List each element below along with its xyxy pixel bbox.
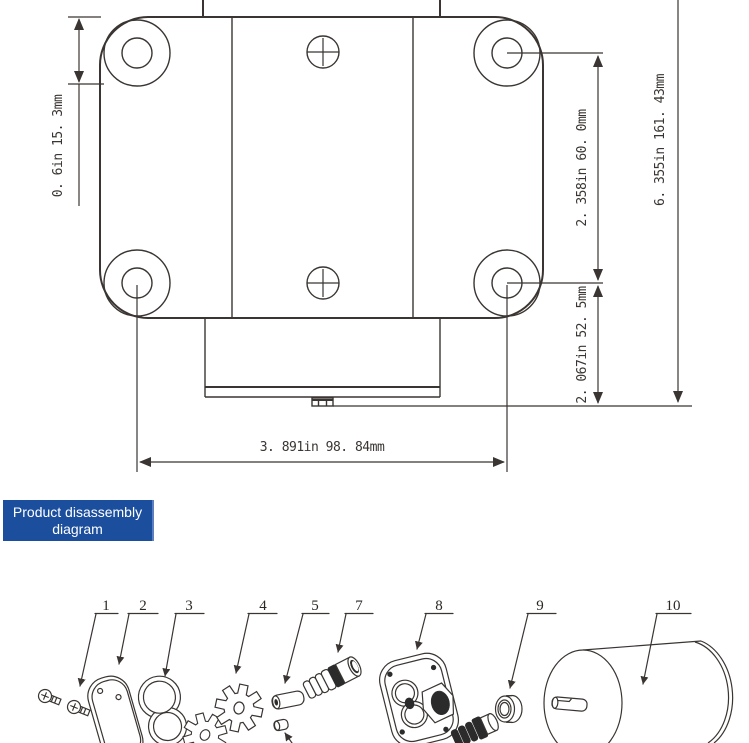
exploded-view-drawing [0,590,749,743]
part-number-3: 3 [185,598,193,614]
part-number-1: 1 [102,598,110,614]
part-number-2: 2 [139,598,147,614]
screw-top [307,36,339,68]
dim-lower-offset [575,286,598,404]
part-screws [37,688,92,719]
part-hose-barb [301,654,364,700]
part-gears [175,680,267,743]
part-6-leader [285,733,292,743]
dim-label-top-hole-offset: 0. 6in 15. 3mm [51,94,66,198]
part-pin [271,690,305,710]
upper-body-outline [203,0,440,17]
part-pump-housing [375,649,501,743]
part-number-7: 7 [355,598,363,614]
mounting-hole-top-left [104,20,170,86]
part-seal-grommet [496,696,523,723]
part-number-5: 5 [311,598,319,614]
part-number-4: 4 [259,598,267,614]
dim-label-lower-offset: 2. 067in 52. 5mm [575,286,590,404]
dim-top-hole-offset [51,17,104,206]
dim-label-horizontal-hole-spacing: 3. 891in 98. 84mm [259,440,385,455]
section-label-line1: Product disassembly [12,503,143,520]
dim-horizontal-hole-spacing [137,285,507,472]
part-motor [544,641,733,743]
motor-shaft [552,697,588,712]
part-number-8: 8 [435,598,443,614]
dim-vertical-hole-spacing [507,53,603,283]
part-number-10: 10 [665,598,681,614]
part-bushing [273,719,289,731]
mounting-plate [100,17,543,318]
dim-label-total-height: 6. 355in 161. 43mm [653,74,668,206]
dim-label-vertical-hole-spacing: 2. 358in 60. 0mm [575,109,590,227]
dim-total-height [653,0,678,402]
part-gasket [136,674,188,743]
part-number-9: 9 [536,598,544,614]
lower-body-outline [205,318,440,397]
bottom-connector [312,398,333,406]
part-cover-plate [83,672,147,743]
section-label-line2: diagram [52,520,103,537]
section-label-disassembly [3,500,154,541]
screw-bottom [307,267,339,299]
